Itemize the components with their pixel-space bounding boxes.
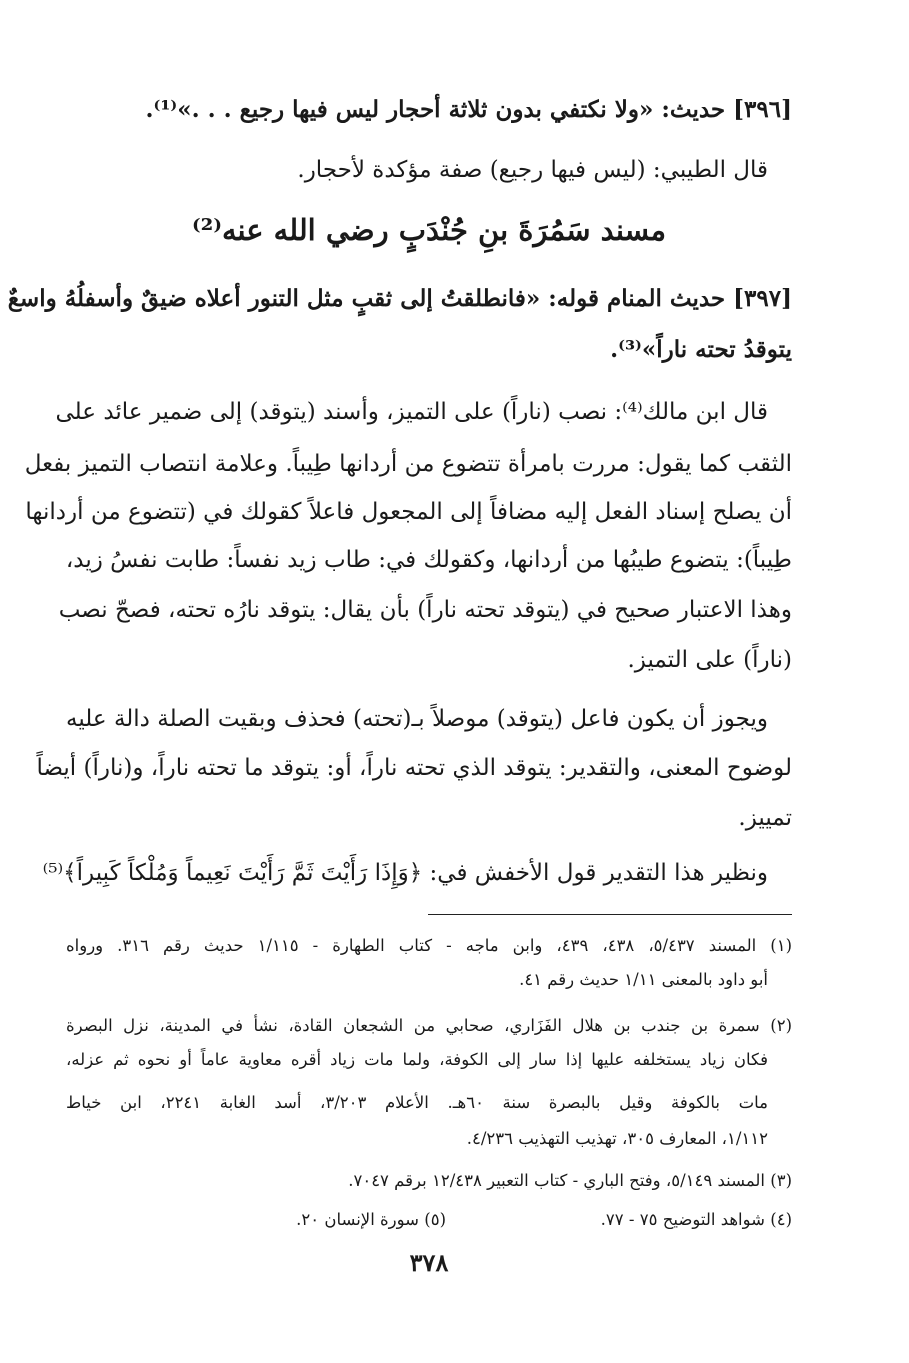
paragraph-2-line-1: ويجوز أن يكون فاعل (يتوقد) موصلاً بـ(تحته) فحذف وبقيت الصلة دالة عليه: [66, 706, 768, 732]
footnote-2-line-2: فكان زياد يستخلفه عليها إذا سار إلى الكوفة، ولما مات زياد أقره معاوية عاماً أو نحوه ثم عزله،: [66, 1050, 768, 1069]
footnote-separator: [428, 914, 792, 915]
paragraph-1-line-1: قال ابن مالك⁽⁴⁾: نصب (ناراً) على التميز، وأسند (يتوقد) إلى ضمير عائد على: [55, 399, 768, 425]
footnote-1-line-1: (١) المسند ٥/٤٣٧، ٤٣٨، ٤٣٩، وابن ماجه - كتاب الطهارة - ١/١١٥ حديث رقم ٣١٦. ورواه: [66, 936, 792, 955]
paragraph-1-line-2: الثقب كما يقول: مررت بامرأة تتضوع من أردانها طِيباً. وعلامة انتصاب التميز بفعل: [24, 451, 792, 477]
document-page: [7, 0, 792, 1363]
footnote-2-line-1: (٢) سمرة بن جندب بن هلال الفَزَاري، صحابي من الشجعان القادة، نشأ في المدينة، نزل البصرة: [66, 1016, 792, 1035]
footnote-4: (٤) شواهد التوضيح ٧٥ - ٧٧.: [600, 1210, 792, 1229]
footnote-2-line-4: ١/١١٢، المعارف ٣٠٥، تهذيب التهذيب ٤/٢٣٦.: [466, 1129, 768, 1148]
paragraph-2-line-3: تمييز.: [738, 805, 792, 831]
hadith-397-line-1: [٣٩٧] حديث المنام قوله: «فانطلقتُ إلى ثقبٍ مثل التنور أعلاه ضيقٌ وأسفلُهُ واسعٌ: [7, 285, 792, 312]
paragraph-3-line-1: ونظير هذا التقدير قول الأخفش في: ﴿وَإِذَا رَأَيْتَ ثَمَّ رَأَيْتَ نَعِيماً وَمُلْكاً كَبِيراً﴾⁽⁵⁾: [42, 860, 768, 886]
footnotes-4-5: [66, 1208, 792, 1232]
paragraph-1-line-6: (ناراً) على التميز.: [627, 647, 792, 673]
footnote-1-line-2: أبو داود بالمعنى ١/١١ حديث رقم ٤١.: [519, 970, 768, 989]
paragraph-1-line-3: أن يصلح إسناد الفعل إليه مضافاً إلى المجعول فاعلاً كقولك في (تتضوع من أردانها: [25, 499, 792, 525]
page-number: ٣٧٨: [409, 1248, 449, 1277]
footnote-2-line-3: مات بالكوفة وقيل بالبصرة سنة ٦٠هـ. الأعلام ٣/٢٠٣، أسد الغابة ٢٢٤١، ابن خياط: [66, 1093, 768, 1112]
paragraph-2-line-2: لوضوح المعنى، والتقدير: يتوقد الذي تحته ناراً، أو: يتوقد ما تحته ناراً، و(ناراً) أيضاً: [36, 755, 792, 781]
hadith-396: [٣٩٦] حديث: «ولا نكتفي بدون ثلاثة أحجار ليس فيها رجيع . . .»⁽¹⁾.: [145, 96, 792, 123]
footnote-3: (٣) المسند ٥/١٤٩، وفتح الباري - كتاب التعبير ١٢/٤٣٨ برقم ٧٠٤٧.: [348, 1171, 792, 1190]
hadith-397-line-2: يتوقدُ تحته ناراً»⁽³⁾.: [610, 336, 792, 363]
footnote-5: (٥) سورة الإنسان ٢٠.: [296, 1210, 446, 1229]
paragraph-1-line-5: وهذا الاعتبار صحيح في (يتوقد تحته ناراً) بأن يقال: يتوقد نارُه تحته، فصحّ نصب: [58, 597, 792, 623]
section-heading: مسند سَمُرَةَ بنِ جُنْدَبٍ رضي الله عنه⁽²⁾: [192, 213, 666, 247]
paragraph-1-line-4: طِيباً): يتضوع طيبُها من أردانها، وكقولك في: طاب زيد نفساً: طابت نفسُ زيد،: [65, 547, 792, 573]
tibi-comment: قال الطيبي: (ليس فيها رجيع) صفة مؤكدة لأحجار.: [297, 157, 768, 183]
